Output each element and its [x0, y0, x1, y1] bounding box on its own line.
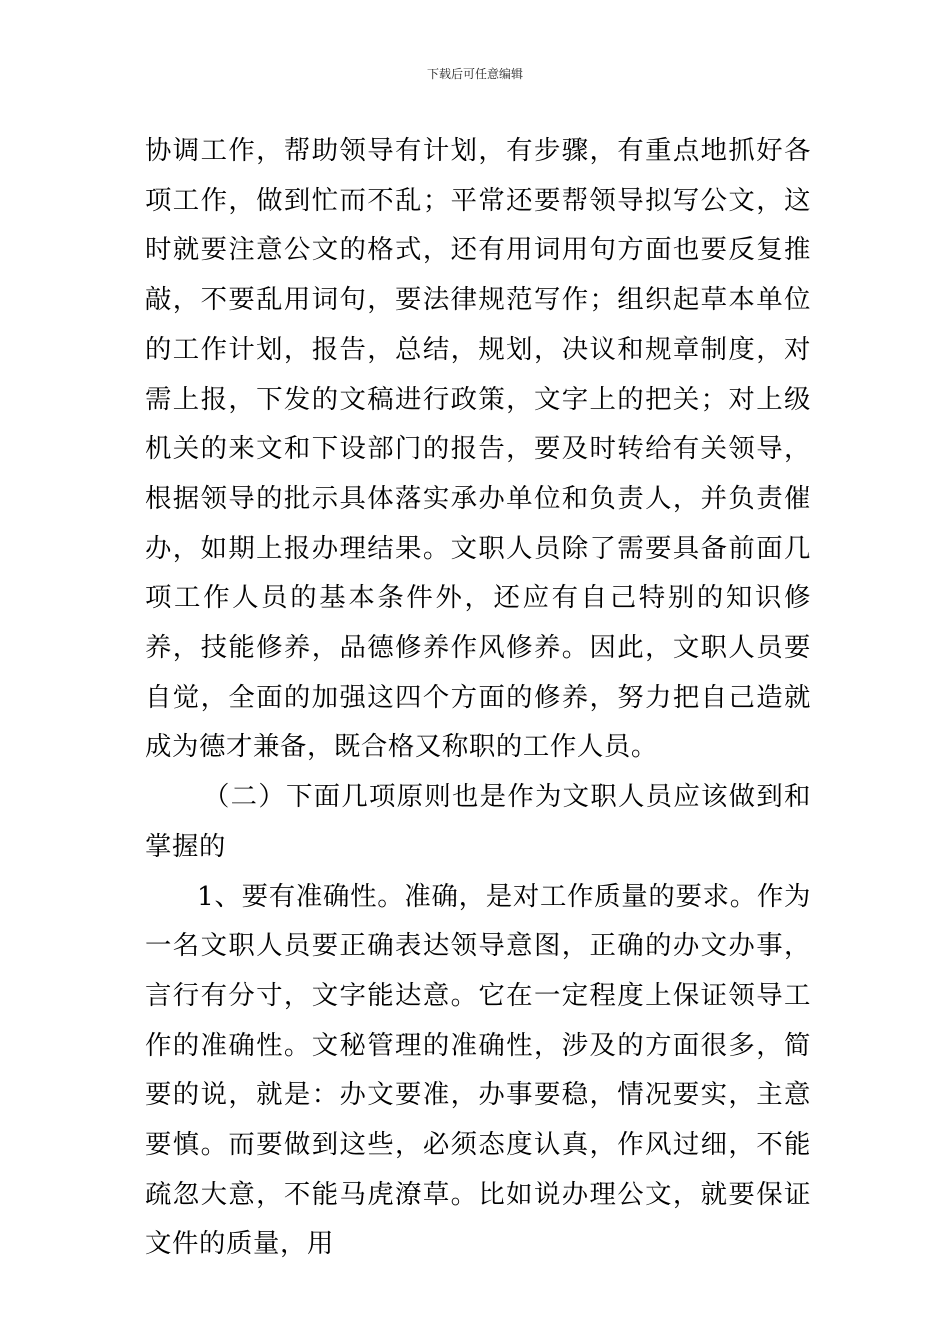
section-heading: （二）下面几项原则也是作为文职人员应该做到和掌握的 — [145, 781, 811, 862]
document-body — [145, 126, 811, 1269]
page-header-note: 下载后可任意编辑 — [426, 67, 523, 81]
body-paragraph: 协调工作，帮助领导有计划，有步骤，有重点地抓好各项工作，做到忙而不乱；平常还要帮领导拟写公文，这时就要注意公文的格式，还有用词用句方面也要反复推敲，不要乱用词句，要法律规范写作；组织起草本单位的工作计划，报告，总结，规划，决议和规章制度，对需上报，下发的文稿进行政策，文字上的把关；对上级机关的来文和下设部门的报告，要及时转给有关领导，根据领导的批示具体落实承办单位和负责人，并负责催办，如期上报办理结果。文职人员除了需要具备前面几项工作人员的基本条件外，还应有自己特别的知识修养，技能修养，品德修养作风修养。因此，文职人员要自觉，全面的加强这四个方面的修养，努力把自己造就成为德才兼备，既合格又称职的工作人员。 — [145, 135, 811, 763]
body-paragraph: 1、要有准确性。准确，是对工作质量的要求。作为一名文职人员要正确表达领导意图，正确的办文办事，言行有分寸，文字能达意。它在一定程度上保证领导工作的准确性。文秘管理的准确性，涉及的方面很多，简要的说，就是：办文要准，办事要稳，情况要实，主意要慎。而要做到这些，必须态度认真，作风过细，不能疏忽大意，不能马虎潦草。比如说办理公文，就要保证文件的质量，用 — [145, 880, 811, 1260]
